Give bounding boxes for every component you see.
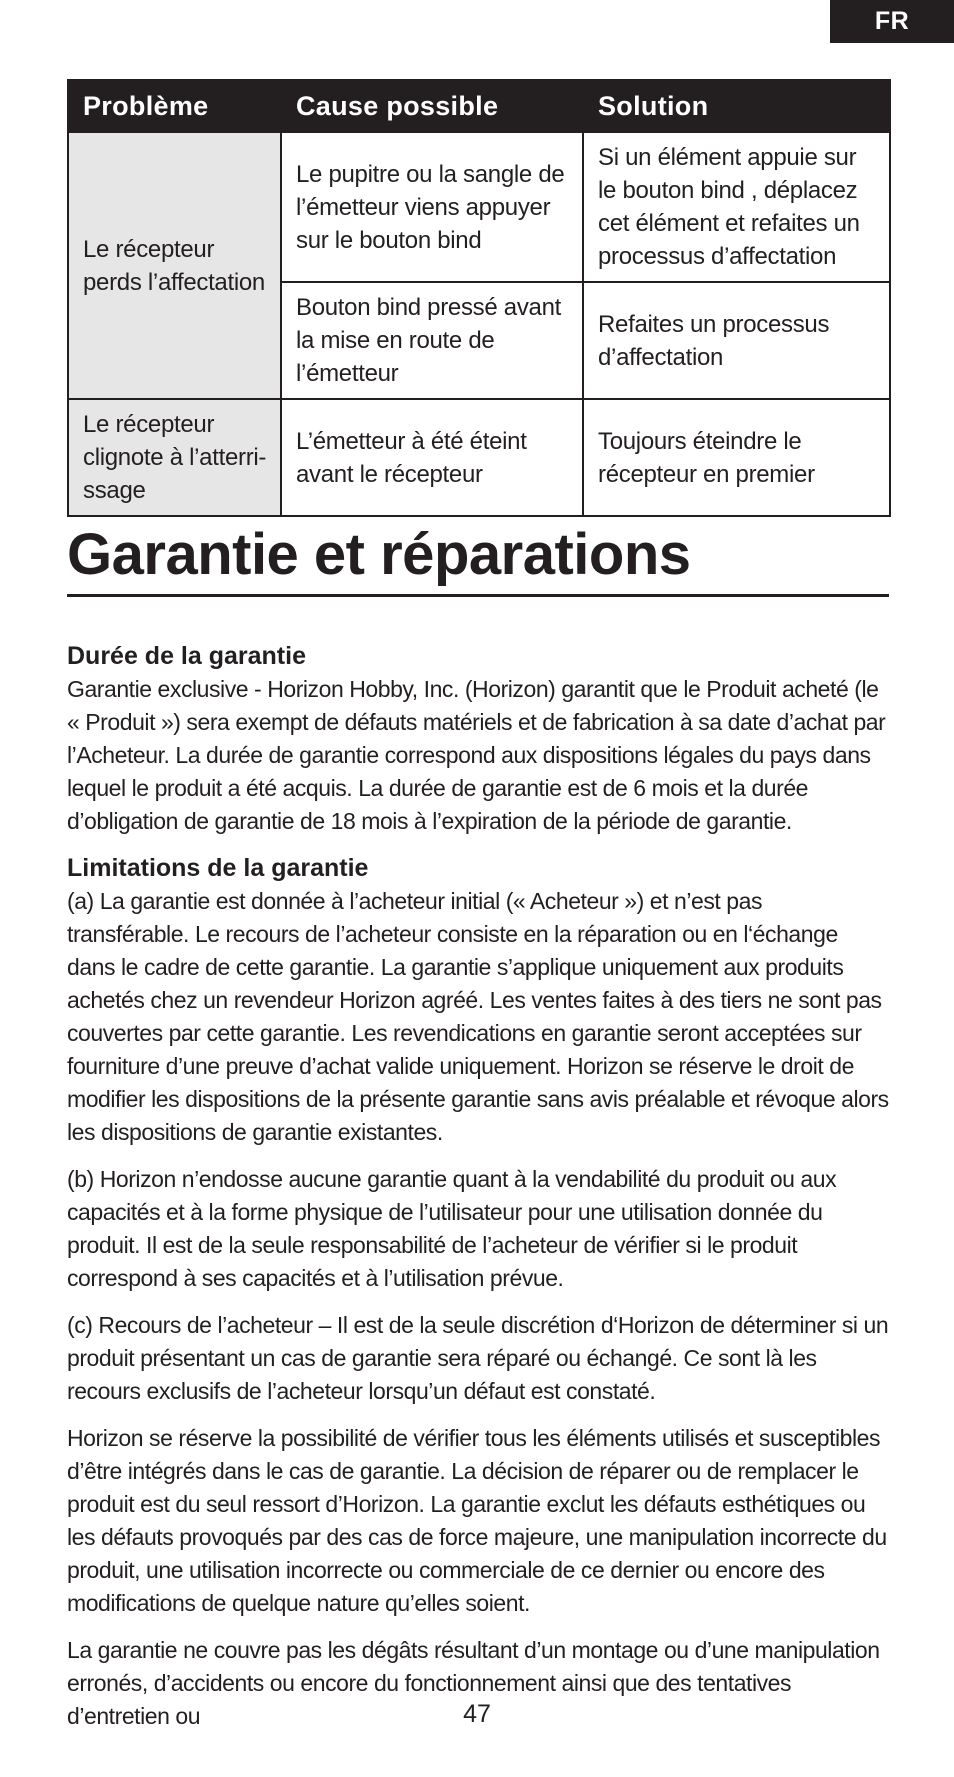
problem-cell: Le récepteur perds l’affectation xyxy=(68,132,281,399)
cause-cell: Bouton bind pressé avant la mise en route de l’émetteur xyxy=(281,282,583,399)
header-cause: Cause possible xyxy=(281,80,583,132)
section-heading: Limitations de la garantie xyxy=(67,854,369,882)
table-header-row xyxy=(68,80,890,132)
solution-cell: Refaites un processus d’affectation xyxy=(583,282,890,399)
cause-cell: Le pupitre ou la sangle de l’émetteur viens appuyer sur le bouton bind xyxy=(281,132,583,282)
paragraph: (c) Recours de l’acheteur – Il est de la seule discrétion d‘Horizon de déterminer si un produit présentant un cas de garantie sera réparé ou échangé. Ce sont là les recours exclusifs de l’acheteur lorsqu’un défaut est constaté. xyxy=(67,1312,889,1404)
troubleshooting-table xyxy=(67,79,891,517)
language-tab: FR xyxy=(830,0,954,43)
paragraph: Horizon se réserve la possibilité de vérifier tous les éléments utilisés et susceptibles d’être intégrés dans le cas de garantie. La décision de réparer ou de remplacer le produit est du seul ressort d’Horizon. La garantie exclut les défauts esthétiques ou les défauts provoqués par des cas de force majeure, une manipulation incorrecte du produit, une utilisation incorrecte ou commerciale de ce dernier ou encore des modifications de quelque nature qu’elles soient. xyxy=(67,1425,887,1616)
table-row xyxy=(68,399,890,516)
section-heading: Durée de la garantie xyxy=(67,642,306,670)
paragraph: (a) La garantie est donnée à l’acheteur initial (« Acheteur ») et n’est pas transférable. Le recours de l’acheteur consiste en la réparation ou en l‘échange dans le cadre de cette garantie. La garantie s’applique uniquement aux produits achetés chez un revendeur Horizon agréé. Les ventes faites à des tiers ne sont pas couvertes par cette garantie. Les revendications en garantie seront acceptées sur fourniture d’une preuve d’achat valide uniquement. Horizon se réserve le droit de modifier les dispositions de la présente garantie sans avis préalable et révoque alors les dispositions de garantie existantes. xyxy=(67,888,889,1145)
solution-cell: Si un élément appuie sur le bouton bind , déplacez cet élément et refaites un processus d’affectation xyxy=(583,132,890,282)
page-number: 47 xyxy=(463,1700,491,1728)
section-title: Garantie et réparations xyxy=(67,522,691,587)
header-solution: Solution xyxy=(583,80,890,132)
table-row xyxy=(68,132,890,282)
problem-cell: Le récepteur clignote à l’atterri-ssage xyxy=(68,399,281,516)
header-problem: Problème xyxy=(68,80,281,132)
paragraph: Garantie exclusive - Horizon Hobby, Inc. (Horizon) garantit que le Produit acheté (le « Produit ») sera exempt de défauts matériels et de fabrication à sa date d’achat par l’Acheteur. La durée de garantie correspond aux dispositions légales du pays dans lequel le produit a été acquis. La durée de garantie est de 6 mois et la durée d’obligation de garantie de 18 mois à l’expiration de la période de garantie. xyxy=(67,676,886,834)
title-divider xyxy=(67,594,889,597)
warranty-text xyxy=(67,640,889,1747)
paragraph: La garantie ne couvre pas les dégâts résultant d’un montage ou d’une manipulation erronés, d’accidents ou encore du fonctionnement ainsi que des tentatives d’entretien ou xyxy=(67,1637,880,1729)
cause-cell: L’émetteur à été éteint avant le récepteur xyxy=(281,399,583,516)
solution-cell: Toujours éteindre le récepteur en premier xyxy=(583,399,890,516)
paragraph: (b) Horizon n’endosse aucune garantie quant à la vendabilité du produit ou aux capacités et à la forme physique de l’utilisateur pour une utilisation donnée du produit. Il est de la seule responsabilité de l’acheteur de vérifier si le produit correspond à ses capacités et à l’utilisation prévue. xyxy=(67,1166,837,1291)
